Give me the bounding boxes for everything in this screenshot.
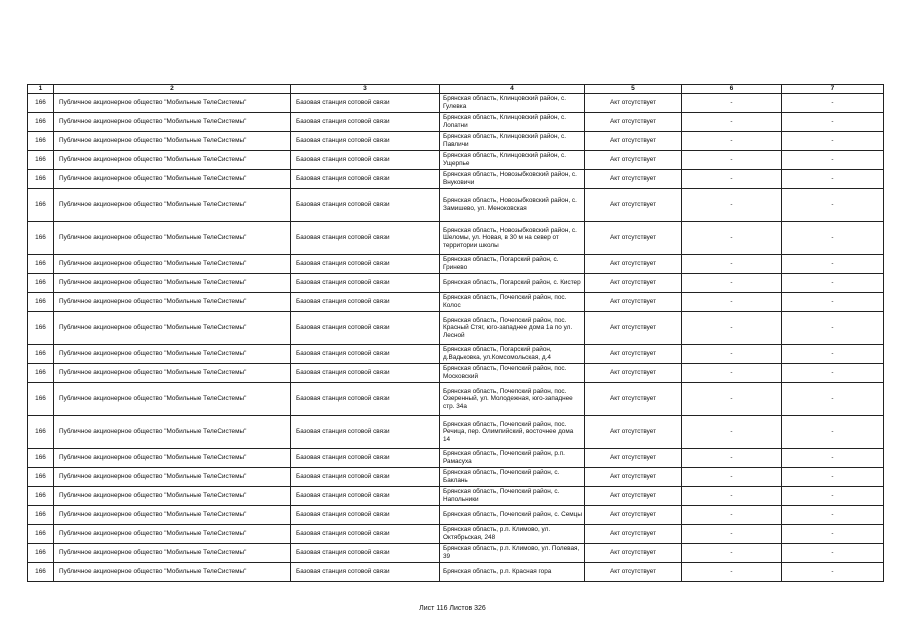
column-6-value: - — [682, 544, 782, 563]
owner-name: Публичное акционерное общество "Мобильные ТелеСистемы" — [54, 416, 291, 449]
object-address: Брянская область, р.п. Климово, ул. Полевая, 39 — [440, 544, 585, 563]
object-type: Базовая станция сотовой связи — [291, 151, 440, 170]
owner-name: Публичное акционерное общество "Мобильные ТелеСистемы" — [54, 293, 291, 312]
row-number: 166 — [28, 151, 54, 170]
row-number: 166 — [28, 383, 54, 416]
table-row — [28, 468, 884, 487]
owner-name: Публичное акционерное общество "Мобильные ТелеСистемы" — [54, 544, 291, 563]
column-6-value: - — [682, 364, 782, 383]
table-row — [28, 132, 884, 151]
object-type: Базовая станция сотовой связи — [291, 293, 440, 312]
act-status: Акт отсутствует — [585, 416, 682, 449]
page-counter: Лист 116 Листов 326 — [419, 605, 486, 612]
object-address: Брянская область, Погарский район, с. Кистер — [440, 274, 585, 293]
act-status: Акт отсутствует — [585, 506, 682, 525]
table-row — [28, 189, 884, 222]
column-7-value: - — [782, 255, 884, 274]
table-row — [28, 487, 884, 506]
object-address: Брянская область, Почепский район, с. Баклань — [440, 468, 585, 487]
row-number: 166 — [28, 132, 54, 151]
row-number: 166 — [28, 189, 54, 222]
object-address: Брянская область, Погарский район, с. Гринево — [440, 255, 585, 274]
act-status: Акт отсутствует — [585, 312, 682, 345]
object-type: Базовая станция сотовой связи — [291, 563, 440, 582]
act-status: Акт отсутствует — [585, 151, 682, 170]
column-7-value: - — [782, 222, 884, 255]
column-6-value: - — [682, 151, 782, 170]
table-row — [28, 293, 884, 312]
object-address: Брянская область, р.п. Климово, ул. Октябрьская, 248 — [440, 525, 585, 544]
object-address: Брянская область, Клинцовский район, с. Ущерпье — [440, 151, 585, 170]
object-address: Брянская область, Почепский район, с. Семцы — [440, 506, 585, 525]
row-number: 166 — [28, 487, 54, 506]
column-6-value: - — [682, 383, 782, 416]
table-row — [28, 274, 884, 293]
row-number: 166 — [28, 449, 54, 468]
table-row — [28, 416, 884, 449]
act-status: Акт отсутствует — [585, 487, 682, 506]
table-row — [28, 345, 884, 364]
column-7-value: - — [782, 468, 884, 487]
column-6-value: - — [682, 563, 782, 582]
column-6-value: - — [682, 170, 782, 189]
column-7-value: - — [782, 383, 884, 416]
object-address: Брянская область, Почепский район, с. Напольники — [440, 487, 585, 506]
owner-name: Публичное акционерное общество "Мобильные ТелеСистемы" — [54, 312, 291, 345]
object-type: Базовая станция сотовой связи — [291, 189, 440, 222]
header-cell: 2 — [54, 85, 291, 94]
object-type: Базовая станция сотовой связи — [291, 170, 440, 189]
act-status: Акт отсутствует — [585, 132, 682, 151]
owner-name: Публичное акционерное общество "Мобильные ТелеСистемы" — [54, 468, 291, 487]
column-7-value: - — [782, 94, 884, 113]
row-number: 166 — [28, 255, 54, 274]
header-cell: 4 — [440, 85, 585, 94]
act-status: Акт отсутствует — [585, 468, 682, 487]
row-number: 166 — [28, 544, 54, 563]
row-number: 166 — [28, 293, 54, 312]
object-type: Базовая станция сотовой связи — [291, 255, 440, 274]
object-type: Базовая станция сотовой связи — [291, 222, 440, 255]
table-row — [28, 151, 884, 170]
row-number: 166 — [28, 525, 54, 544]
column-6-value: - — [682, 416, 782, 449]
act-status: Акт отсутствует — [585, 274, 682, 293]
owner-name: Публичное акционерное общество "Мобильные ТелеСистемы" — [54, 170, 291, 189]
column-7-value: - — [782, 312, 884, 345]
object-address: Брянская область, р.п. Красная гора — [440, 563, 585, 582]
owner-name: Публичное акционерное общество "Мобильные ТелеСистемы" — [54, 563, 291, 582]
table-row — [28, 449, 884, 468]
column-7-value: - — [782, 293, 884, 312]
object-type: Базовая станция сотовой связи — [291, 506, 440, 525]
owner-name: Публичное акционерное общество "Мобильные ТелеСистемы" — [54, 189, 291, 222]
owner-name: Публичное акционерное общество "Мобильные ТелеСистемы" — [54, 222, 291, 255]
table-row — [28, 113, 884, 132]
owner-name: Публичное акционерное общество "Мобильные ТелеСистемы" — [54, 94, 291, 113]
object-address: Брянская область, Новозыбковский район, с. Шеломы, ул. Новая, в 30 м на север от территории школы — [440, 222, 585, 255]
object-type: Базовая станция сотовой связи — [291, 449, 440, 468]
row-number: 166 — [28, 274, 54, 293]
object-type: Базовая станция сотовой связи — [291, 345, 440, 364]
owner-name: Публичное акционерное общество "Мобильные ТелеСистемы" — [54, 113, 291, 132]
row-number: 166 — [28, 345, 54, 364]
object-type: Базовая станция сотовой связи — [291, 132, 440, 151]
object-type: Базовая станция сотовой связи — [291, 274, 440, 293]
column-6-value: - — [682, 222, 782, 255]
column-6-value: - — [682, 506, 782, 525]
table-row — [28, 364, 884, 383]
column-6-value: - — [682, 255, 782, 274]
act-status: Акт отсутствует — [585, 544, 682, 563]
owner-name: Публичное акционерное общество "Мобильные ТелеСистемы" — [54, 364, 291, 383]
column-7-value: - — [782, 525, 884, 544]
column-6-value: - — [682, 189, 782, 222]
table-row — [28, 544, 884, 563]
table-row — [28, 563, 884, 582]
object-address: Брянская область, Почепский район, пос. Речица, пер. Олимпийский, восточнее дома 14 — [440, 416, 585, 449]
act-status: Акт отсутствует — [585, 189, 682, 222]
owner-name: Публичное акционерное общество "Мобильные ТелеСистемы" — [54, 151, 291, 170]
object-type: Базовая станция сотовой связи — [291, 364, 440, 383]
act-status: Акт отсутствует — [585, 113, 682, 132]
owner-name: Публичное акционерное общество "Мобильные ТелеСистемы" — [54, 525, 291, 544]
column-7-value: - — [782, 506, 884, 525]
column-7-value: - — [782, 416, 884, 449]
owner-name: Публичное акционерное общество "Мобильные ТелеСистемы" — [54, 274, 291, 293]
owner-name: Публичное акционерное общество "Мобильные ТелеСистемы" — [54, 449, 291, 468]
owner-name: Публичное акционерное общество "Мобильные ТелеСистемы" — [54, 255, 291, 274]
object-address: Брянская область, Почепский район, пос. Озеренный, ул. Молодежная, юго-западнее стр. 34а — [440, 383, 585, 416]
table-row — [28, 170, 884, 189]
header-cell: 7 — [782, 85, 884, 94]
act-status: Акт отсутствует — [585, 525, 682, 544]
act-status: Акт отсутствует — [585, 364, 682, 383]
row-number: 166 — [28, 506, 54, 525]
column-7-value: - — [782, 487, 884, 506]
column-6-value: - — [682, 487, 782, 506]
row-number: 166 — [28, 416, 54, 449]
object-address: Брянская область, Почепский район, пос. Колос — [440, 293, 585, 312]
table-row — [28, 222, 884, 255]
column-6-value: - — [682, 132, 782, 151]
table-row — [28, 312, 884, 345]
table-row — [28, 506, 884, 525]
column-6-value: - — [682, 312, 782, 345]
object-address: Брянская область, Погарский район, д.Вадьковка, ул.Комсомольская, д.4 — [440, 345, 585, 364]
owner-name: Публичное акционерное общество "Мобильные ТелеСистемы" — [54, 383, 291, 416]
table-row — [28, 255, 884, 274]
act-status: Акт отсутствует — [585, 293, 682, 312]
column-6-value: - — [682, 525, 782, 544]
column-6-value: - — [682, 94, 782, 113]
act-status: Акт отсутствует — [585, 383, 682, 416]
row-number: 166 — [28, 468, 54, 487]
column-6-value: - — [682, 113, 782, 132]
row-number: 166 — [28, 364, 54, 383]
column-6-value: - — [682, 274, 782, 293]
owner-name: Публичное акционерное общество "Мобильные ТелеСистемы" — [54, 487, 291, 506]
object-address: Брянская область, Почепский район, пос. Московский — [440, 364, 585, 383]
column-6-value: - — [682, 293, 782, 312]
act-status: Акт отсутствует — [585, 94, 682, 113]
object-address: Брянская область, Почепский район, р.п. Рамасуха — [440, 449, 585, 468]
header-cell: 3 — [291, 85, 440, 94]
object-type: Базовая станция сотовой связи — [291, 312, 440, 345]
column-7-value: - — [782, 345, 884, 364]
column-7-value: - — [782, 274, 884, 293]
column-7-value: - — [782, 563, 884, 582]
row-number: 166 — [28, 312, 54, 345]
row-number: 166 — [28, 170, 54, 189]
registry-table — [27, 84, 884, 582]
table-row — [28, 383, 884, 416]
column-6-value: - — [682, 468, 782, 487]
object-address: Брянская область, Новозыбковский район, с. Внуковичи — [440, 170, 585, 189]
row-number: 166 — [28, 113, 54, 132]
table-row — [28, 94, 884, 113]
header-cell: 6 — [682, 85, 782, 94]
header-cell: 5 — [585, 85, 682, 94]
act-status: Акт отсутствует — [585, 170, 682, 189]
object-type: Базовая станция сотовой связи — [291, 383, 440, 416]
act-status: Акт отсутствует — [585, 345, 682, 364]
act-status: Акт отсутствует — [585, 255, 682, 274]
column-7-value: - — [782, 151, 884, 170]
act-status: Акт отсутствует — [585, 563, 682, 582]
owner-name: Публичное акционерное общество "Мобильные ТелеСистемы" — [54, 132, 291, 151]
row-number: 166 — [28, 222, 54, 255]
object-type: Базовая станция сотовой связи — [291, 544, 440, 563]
column-6-value: - — [682, 345, 782, 364]
row-number: 166 — [28, 563, 54, 582]
object-type: Базовая станция сотовой связи — [291, 113, 440, 132]
act-status: Акт отсутствует — [585, 222, 682, 255]
object-address: Брянская область, Клинцовский район, с. Павличи — [440, 132, 585, 151]
object-type: Базовая станция сотовой связи — [291, 468, 440, 487]
object-type: Базовая станция сотовой связи — [291, 94, 440, 113]
owner-name: Публичное акционерное общество "Мобильные ТелеСистемы" — [54, 345, 291, 364]
header-cell: 1 — [28, 85, 54, 94]
column-7-value: - — [782, 189, 884, 222]
column-7-value: - — [782, 132, 884, 151]
column-7-value: - — [782, 364, 884, 383]
object-address: Брянская область, Новозыбковский район, с. Замишево, ул. Меноковская — [440, 189, 585, 222]
owner-name: Публичное акционерное общество "Мобильные ТелеСистемы" — [54, 506, 291, 525]
object-address: Брянская область, Почепский район, пос. Красный Стяг, юго-западнее дома 1а по ул. Лесной — [440, 312, 585, 345]
column-7-value: - — [782, 113, 884, 132]
column-7-value: - — [782, 544, 884, 563]
table-row — [28, 525, 884, 544]
column-7-value: - — [782, 170, 884, 189]
column-7-value: - — [782, 449, 884, 468]
object-address: Брянская область, Клинцовский район, с. Лопатни — [440, 113, 585, 132]
column-6-value: - — [682, 449, 782, 468]
row-number: 166 — [28, 94, 54, 113]
object-type: Базовая станция сотовой связи — [291, 525, 440, 544]
object-type: Базовая станция сотовой связи — [291, 416, 440, 449]
object-address: Брянская область, Клинцовский район, с. Гулевка — [440, 94, 585, 113]
object-type: Базовая станция сотовой связи — [291, 487, 440, 506]
header-row — [28, 85, 884, 94]
act-status: Акт отсутствует — [585, 449, 682, 468]
